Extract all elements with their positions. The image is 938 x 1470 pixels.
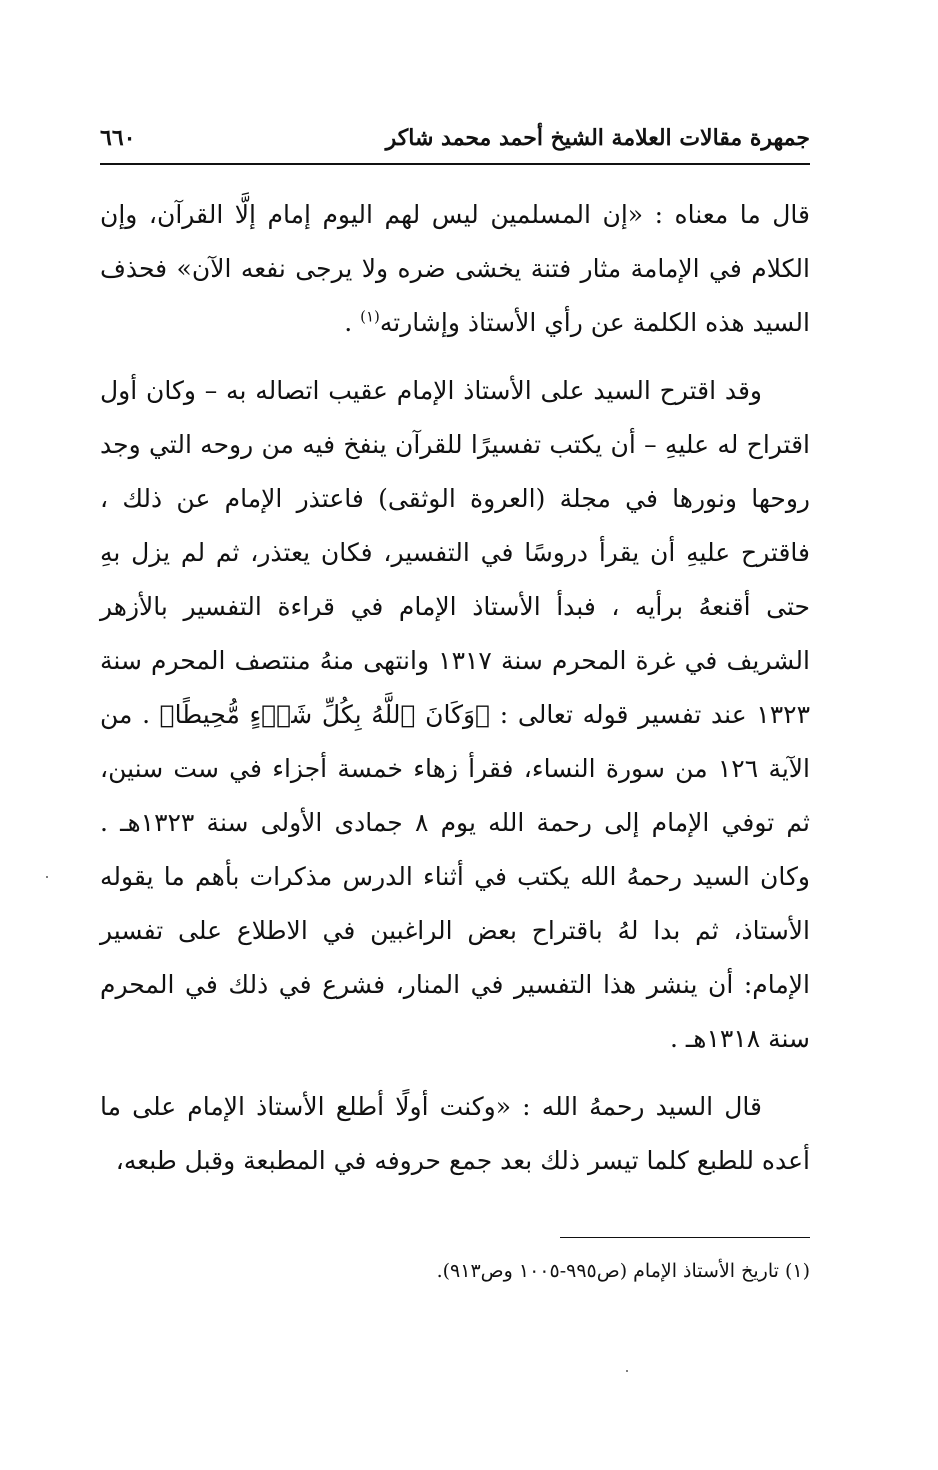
paragraph-1: [100, 188, 810, 350]
paragraph-1-end: .: [344, 308, 361, 337]
running-header: [100, 118, 810, 158]
footnote-rule: [560, 1237, 810, 1238]
paragraph-3: قال السيد رحمهُ الله : «وكنت أولًا أطلع الأستاذ الإمام على ما أعده للطبع كلما تيسر ذلك بعد جمع حروفه في المطبعة وقبل طبعه،: [100, 1092, 810, 1175]
scan-speck: [626, 1370, 628, 1372]
main-text: [100, 188, 810, 1202]
page-number: ٦٦٠: [100, 125, 136, 151]
paragraph-1-text: قال ما معناه : «إن المسلمين ليس لهم اليوم إمام إلَّا القرآن، وإن الكلام في الإمامة مثار فتنة يخشى ضره ولا يرجى نفعه الآن» فحذف السيد هذه الكلمة عن رأي الأستاذ وإشارته: [100, 200, 810, 337]
header-rule: [100, 163, 810, 165]
book-title: جمهرة مقالات العلامة الشيخ أحمد محمد شاكر: [385, 125, 810, 151]
footnote-reference: (١): [360, 307, 380, 326]
scan-speck: [46, 876, 48, 878]
footnote: (١) تاريخ الأستاذ الإمام (ص٩٩٥-١٠٠٥ وص٩١٣).: [436, 1260, 810, 1282]
paragraph-2: وقد اقترح السيد على الأستاذ الإمام عقيب اتصاله به – وكان أول اقتراح له عليهِ – أن يكتب تفسيرًا للقرآن ينفخ فيه من روحه التي وجد روحها ونورها في مجلة (العروة الوثقى) فاعتذر الإمام عن ذلك ، فاقترح عليهِ أن يقرأ دروسًا في التفسير، فكان يعتذر، ثم لم يزل بهِ حتى أقنعهُ برأيه ، فبدأ الأستاذ الإمام في قراءة التفسير بالأزهر الشريف في غرة المحرم سنة ١٣١٧ وانتهى منهُ منتصف المحرم سنة ١٣٢٣ عند تفسير قوله تعالى : ﴿وَكَانَ ٱللَّهُ بِكُلِّ شَىۡءٍ مُّحِيطًا﴾ . من الآية ١٢٦ من سورة النساء، فقرأ زهاء خمسة أجزاء في ست سنين، ثم توفي الإمام إلى رحمة الله يوم ٨ جمادى الأولى سنة ١٣٢٣هـ . وكان السيد رحمهُ الله يكتب في أثناء الدرس مذكرات بأهم ما يقوله الأستاذ، ثم بدا لهُ باقتراح بعض الراغبين في الاطلاع على تفسير الإمام: أن ينشر هذا التفسير في المنار، فشرع في ذلك في المحرم سنة ١٣١٨هـ .: [100, 376, 811, 1053]
